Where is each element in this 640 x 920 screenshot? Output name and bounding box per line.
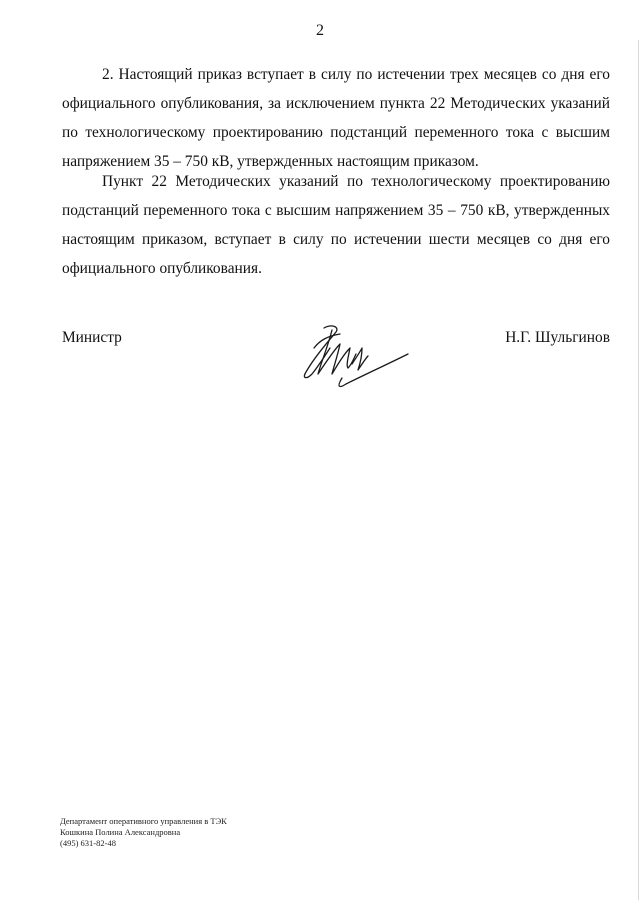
- paragraph-2: Пункт 22 Методических указаний по технологическому проектированию подстанций переменного тока с высшим напряжением 35 – 750 кВ, утвержденных настоящим приказом, вступает в силу по истечении шести месяцев со дня его официального опубликования.: [62, 173, 610, 277]
- handwritten-signature: [296, 318, 416, 400]
- footer-phone: (495) 631-82-48: [60, 838, 116, 848]
- executor-footer: [60, 816, 227, 849]
- footer-department: Департамент оперативного управления в ТЭК: [60, 816, 227, 826]
- page-number: 2: [316, 22, 324, 39]
- paragraph-1: 2. Настоящий приказ вступает в силу по истечении трех месяцев со дня его официального опубликования, за исключением пункта 22 Методических указаний по технологическому проектированию подстанций переменного тока с высшим напряжением 35 – 750 кВ, утвержденных настоящим приказом.: [62, 66, 610, 170]
- scan-edge-line: [638, 40, 639, 900]
- signer-name: Н.Г. Шульгинов: [505, 329, 610, 346]
- footer-executor: Кошкина Полина Александровна: [60, 827, 181, 837]
- signer-title: Министр: [62, 329, 122, 346]
